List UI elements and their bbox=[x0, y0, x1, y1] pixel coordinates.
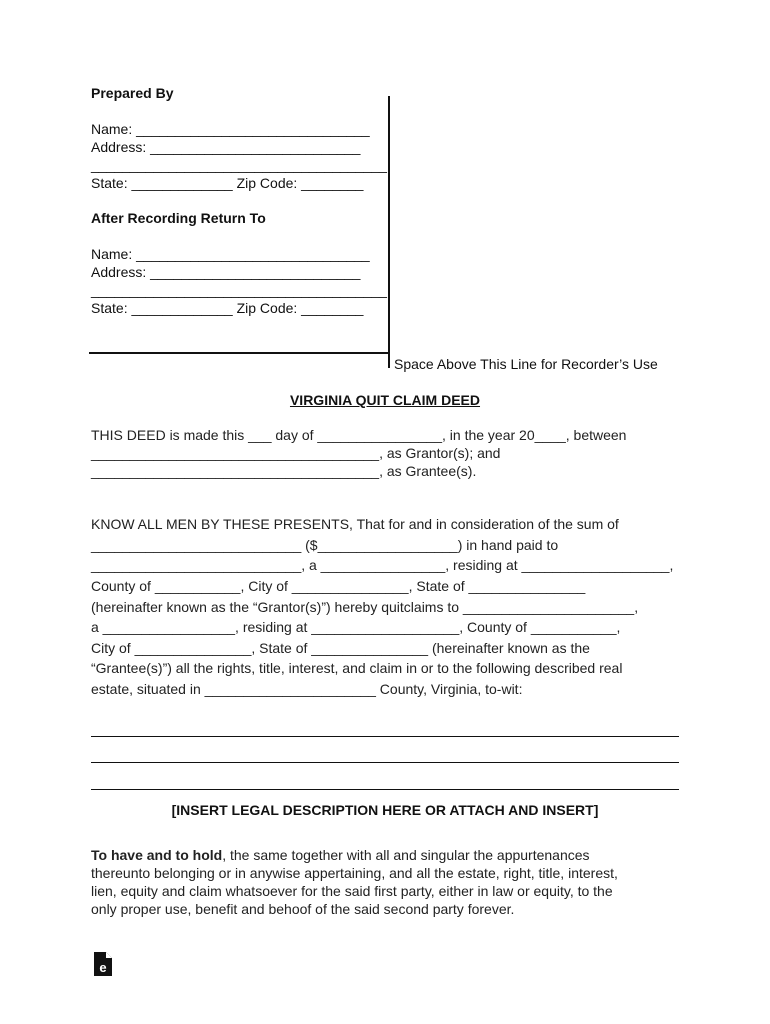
consideration-line: “Grantee(s)”) all the rights, title, interest, and claim in or to the following described real bbox=[91, 660, 623, 676]
after-recording-address-line2-field[interactable]: ______________________________________ bbox=[91, 282, 387, 298]
prepared-by-heading: Prepared By bbox=[91, 85, 174, 101]
consideration-line[interactable]: ___________________________ ($__________________) in hand paid to bbox=[91, 537, 559, 553]
habendum-line-3: lien, equity and claim whatsoever for the said first party, either in law or equity, to the bbox=[91, 883, 613, 899]
after-recording-heading: After Recording Return To bbox=[91, 210, 266, 226]
prepared-by-address-line2-field[interactable]: ______________________________________ bbox=[91, 157, 387, 173]
recorder-horizontal-divider bbox=[89, 352, 389, 354]
grantor-field[interactable]: _____________________________________, as Grantor(s); and bbox=[91, 445, 501, 461]
legal-description-line-1[interactable] bbox=[91, 736, 679, 737]
recorder-note: Space Above This Line for Recorder’s Use bbox=[394, 356, 658, 372]
consideration-line[interactable]: City of _______________, State of _______________ (hereinafter known as the bbox=[91, 640, 590, 656]
habendum-lead: To have and to hold bbox=[91, 847, 223, 863]
after-recording-state-zip-field[interactable]: State: _____________ Zip Code: ________ bbox=[91, 300, 364, 316]
habendum-line-1-rest: , the same together with all and singular the appurtenances bbox=[222, 847, 590, 863]
consideration-line[interactable]: County of ___________, City of _______________, State of _______________ bbox=[91, 578, 586, 594]
deed-title: VIRGINIA QUIT CLAIM DEED bbox=[289, 392, 481, 408]
consideration-line[interactable]: estate, situated in ______________________ County, Virginia, to-wit: bbox=[91, 681, 523, 697]
legal-description-line-2[interactable] bbox=[91, 762, 679, 763]
grantee-field[interactable]: _____________________________________, as Grantee(s). bbox=[91, 463, 477, 479]
consideration-line[interactable]: (hereinafter known as the “Grantor(s)”) hereby quitclaims to ______________________, bbox=[91, 599, 639, 615]
consideration-line: KNOW ALL MEN BY THESE PRESENTS, That for and in consideration of the sum of bbox=[91, 516, 619, 532]
prepared-by-state-zip-field[interactable]: State: _____________ Zip Code: ________ bbox=[91, 175, 364, 191]
consideration-line[interactable]: ___________________________, a ________________, residing at ___________________, bbox=[91, 557, 674, 573]
prepared-by-name-field[interactable]: Name: ______________________________ bbox=[91, 121, 370, 137]
habendum-line-2: thereunto belonging or in anywise appertaining, and all the estate, right, title, interest, bbox=[91, 865, 618, 881]
consideration-line[interactable]: a _________________, residing at ___________________, County of ___________, bbox=[91, 619, 621, 635]
svg-text:e: e bbox=[99, 960, 107, 975]
prepared-by-address-field[interactable]: Address: ___________________________ bbox=[91, 139, 361, 155]
recorder-vertical-divider bbox=[388, 96, 390, 368]
after-recording-address-field[interactable]: Address: ___________________________ bbox=[91, 264, 361, 280]
habendum-line-4: only proper use, benefit and behoof of the said second party forever. bbox=[91, 901, 515, 917]
habendum-line-1 bbox=[91, 846, 590, 864]
legal-description-line-3[interactable] bbox=[91, 789, 679, 790]
legal-description-instruction: [INSERT LEGAL DESCRIPTION HERE OR ATTACH AND INSERT] bbox=[171, 802, 599, 818]
eforms-logo-icon bbox=[93, 951, 113, 977]
after-recording-name-field[interactable]: Name: ______________________________ bbox=[91, 246, 370, 262]
deed-intro-line-1: THIS DEED is made this ___ day of ________________, in the year 20____, between bbox=[91, 427, 627, 443]
